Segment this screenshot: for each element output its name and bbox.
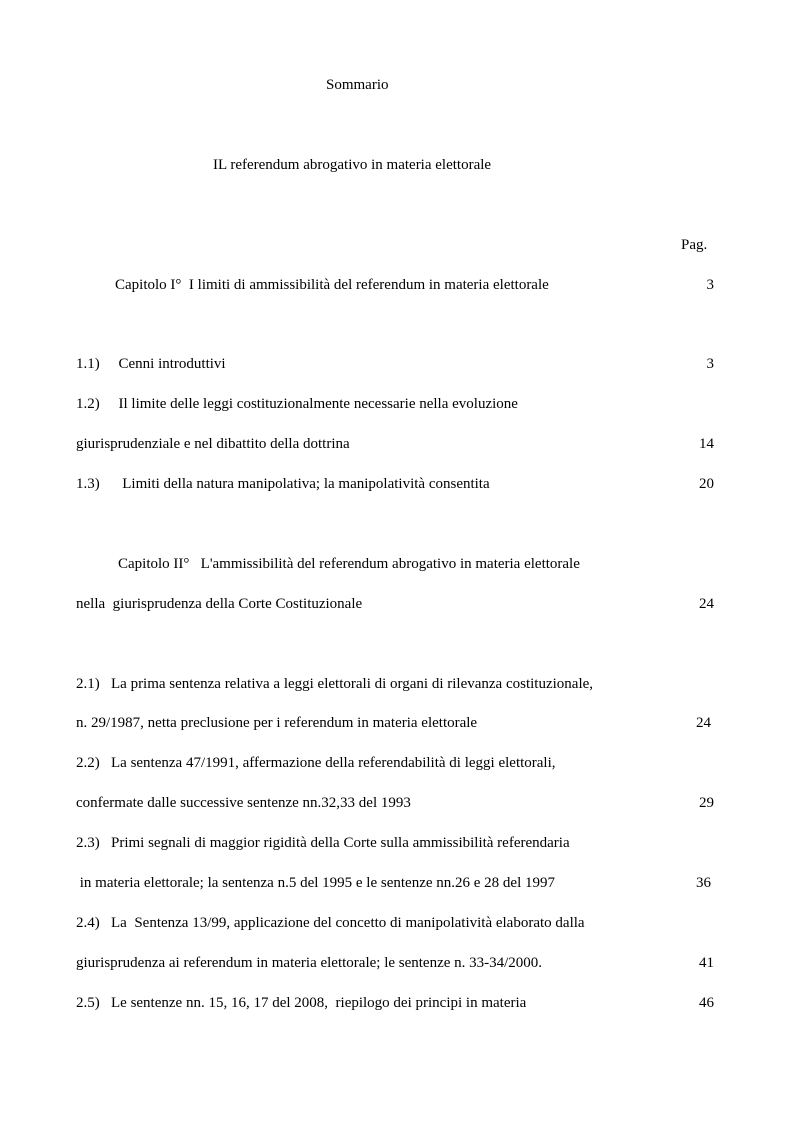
page-title: Sommario <box>326 77 389 93</box>
toc-entry-text: 2.4) La Sentenza 13/99, applicazione del concetto di manipolatività elaborato dalla <box>76 915 585 931</box>
toc-entry-text: 2.1) La prima sentenza relativa a leggi elettorali di organi di rilevanza costituzionale, <box>76 676 594 692</box>
toc-entry-page: 41 <box>699 955 714 971</box>
toc-entry-page: 36 <box>696 875 711 891</box>
toc-entry-text: 1.2) Il limite delle leggi costituzionalmente necessarie nella evoluzione <box>76 396 518 412</box>
toc-entry-text: confermate dalle successive sentenze nn.32,33 del 1993 <box>76 795 411 811</box>
toc-entry-page: 3 <box>706 277 714 293</box>
document-subtitle: IL referendum abrogativo in materia elettorale <box>213 157 492 173</box>
toc-entry-text: n. 29/1987, netta preclusione per i referendum in materia elettorale <box>76 715 478 731</box>
toc-entry-text: 2.3) Primi segnali di maggior rigidità della Corte sulla ammissibilità referendaria <box>76 835 570 851</box>
toc-entry-page: 24 <box>699 596 714 612</box>
toc-entry-page: 14 <box>699 436 714 452</box>
toc-entry-text: 1.3) Limiti della natura manipolativa; la manipolatività consentita <box>76 476 490 492</box>
toc-entry-text: 2.2) La sentenza 47/1991, affermazione della referendabilità di leggi elettorali, <box>76 755 556 771</box>
toc-entry-text: Capitolo II° L'ammissibilità del referendum abrogativo in materia elettorale <box>118 556 580 572</box>
toc-entry-text: 1.1) Cenni introduttivi <box>76 356 226 372</box>
toc-entry-page: 24 <box>696 715 711 731</box>
toc-entry-page: 46 <box>699 995 714 1011</box>
toc-entry-page: 3 <box>706 356 714 372</box>
toc-entry-text: Capitolo I° I limiti di ammissibilità del referendum in materia elettorale <box>115 277 549 293</box>
toc-entry-text: giurisprudenziale e nel dibattito della dottrina <box>76 436 350 452</box>
toc-entry-text: giurisprudenza ai referendum in materia elettorale; le sentenze n. 33-34/2000. <box>76 955 543 971</box>
toc-entry-text: in materia elettorale; la sentenza n.5 del 1995 e le sentenze nn.26 e 28 del 1997 <box>76 875 555 891</box>
toc-entry-page: 29 <box>699 795 714 811</box>
page-column-label: Pag. <box>681 237 708 253</box>
toc-entry-page: 20 <box>699 476 714 492</box>
toc-entry-text: 2.5) Le sentenze nn. 15, 16, 17 del 2008, riepilogo dei principi in materia <box>76 995 527 1011</box>
toc-entry-text: nella giurisprudenza della Corte Costituzionale <box>76 596 363 612</box>
